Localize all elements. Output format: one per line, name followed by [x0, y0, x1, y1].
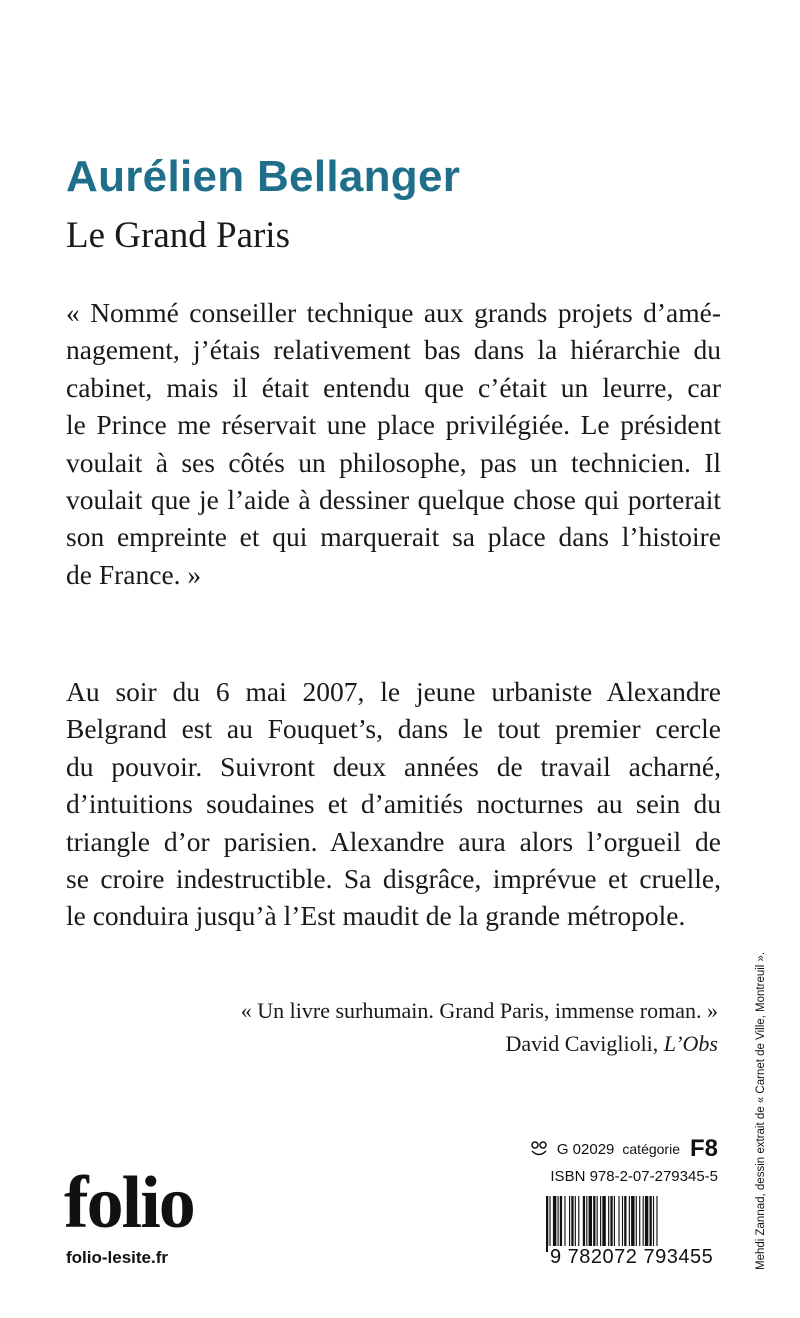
summary-line: d’intuitions soudaines et d’amitiés nocturnes au sein du: [66, 788, 721, 820]
illustration-credit: Mehdi Zannad, dessin extrait de « Carnet de Ville, Montreuil ».: [755, 951, 767, 1270]
excerpt-line: voulait à ses côtés un philosophe, pas un technicien. Il: [66, 446, 721, 478]
excerpt-line: son empreinte et qui marquerait sa place dans l’histoire: [66, 521, 721, 553]
summary-paragraph: [66, 673, 721, 935]
publisher-website: folio-lesite.fr: [66, 1248, 169, 1267]
summary-line: Belgrand est au Fouquet’s, dans le tout premier cercle: [66, 713, 721, 745]
barcode-digits: 9 782072 793455: [550, 1246, 714, 1268]
excerpt-line: nagement, j’étais relativement bas dans la hiérarchie du: [66, 334, 721, 366]
summary-line: se croire indestructible. Sa disgrâce, imprévue et cruelle,: [66, 863, 721, 895]
review-attribution: [241, 1027, 718, 1060]
review-quote: « Un livre surhumain. Grand Paris, immense roman. »: [240, 998, 718, 1023]
excerpt-line: cabinet, mais il était entendu que c’était un leurre, car: [66, 371, 721, 403]
price-category: F8: [689, 1135, 718, 1162]
publisher-mark-icon: [529, 1140, 549, 1158]
excerpt-paragraph: [66, 294, 721, 593]
isbn: ISBN 978-2-07-279345-5: [550, 1168, 718, 1185]
category-label: catégorie: [622, 1141, 680, 1157]
summary-line: le conduira jusqu’à l’Est maudit de la grande métropole.: [66, 900, 686, 932]
catalog-code: G 02029: [556, 1140, 615, 1158]
book-title: Le Grand Paris: [66, 215, 290, 256]
catalog-code-line: [529, 1135, 718, 1163]
excerpt-line: « Nommé conseiller technique aux grands projets d’amé-: [66, 297, 721, 328]
summary-line: Au soir du 6 mai 2007, le jeune urbaniste Alexandre: [66, 676, 721, 707]
review-critic: David Caviglioli,: [505, 1031, 659, 1056]
review-quote-block: [241, 994, 718, 1060]
folio-logo: folio: [64, 1162, 194, 1244]
summary-line: triangle d’or parisien. Alexandre aura alors l’orgueil de: [66, 825, 721, 857]
excerpt-line: de France. »: [66, 558, 202, 590]
review-outlet: L’Obs: [663, 1031, 718, 1056]
excerpt-line: le Prince me réservait une place privilégiée. Le président: [66, 409, 721, 441]
author-name: Aurélien Bellanger: [66, 152, 461, 201]
summary-line: du pouvoir. Suivront deux années de travail acharné,: [66, 750, 721, 782]
excerpt-line: voulait que je l’aide à dessiner quelque chose qui porterait: [66, 484, 721, 516]
